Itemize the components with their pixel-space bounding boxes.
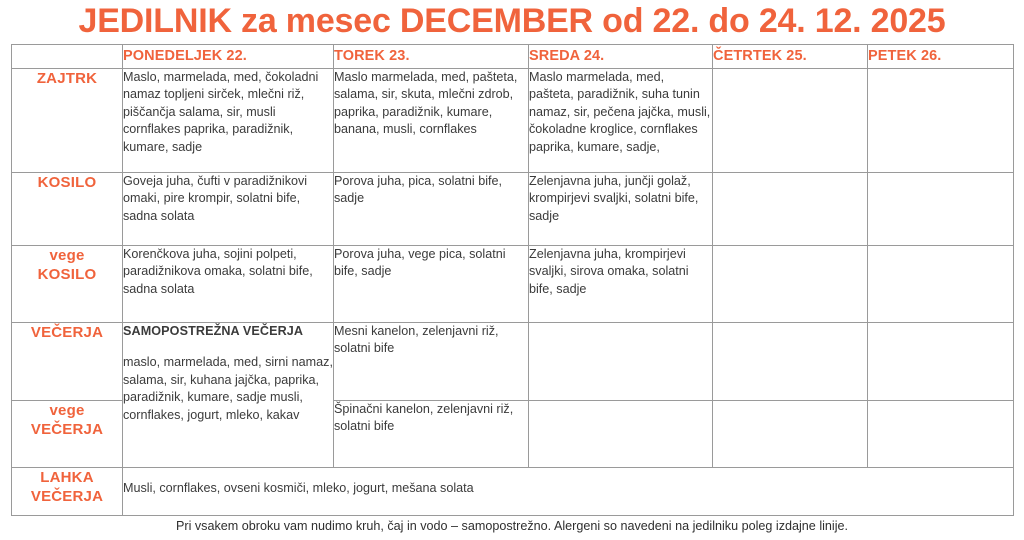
cell-vecerja-cetrtek — [713, 323, 868, 401]
menu-table — [11, 44, 1014, 516]
meal-label-line1: vege — [49, 247, 85, 264]
cell-vege-kosilo-petek — [868, 246, 1014, 323]
samopostrezna-vecerja-heading: SAMOPOSTREŽNA VEČERJA — [123, 324, 304, 338]
cell-vege-kosilo-cetrtek — [713, 246, 868, 323]
day-header-ponedeljek: PONEDELJEK 22. — [123, 45, 334, 69]
meal-label-vege-kosilo — [12, 246, 123, 323]
day-header-cetrtek: ČETRTEK 25. — [713, 45, 868, 69]
cell-kosilo-cetrtek — [713, 173, 868, 246]
cell-vecerja-ponedeljek-merged — [123, 323, 334, 468]
cell-kosilo-petek — [868, 173, 1014, 246]
cell-vege-kosilo-torek: Porova juha, vege pica, solatni bife, sadje — [334, 246, 529, 323]
cell-vege-vecerja-torek: Špinačni kanelon, zelenjavni riž, solatni bife — [334, 401, 529, 468]
table-row-kosilo — [12, 173, 1014, 246]
table-row-vege-kosilo — [12, 246, 1014, 323]
cell-vecerja-petek — [868, 323, 1014, 401]
cell-kosilo-torek: Porova juha, pica, solatni bife, sadje — [334, 173, 529, 246]
day-header-torek: TOREK 23. — [334, 45, 529, 69]
meal-label-line1: vege — [49, 402, 85, 419]
cell-vege-vecerja-petek — [868, 401, 1014, 468]
cell-zajtrk-torek: Maslo marmelada, med, pašteta, salama, sir, skuta, mlečni zdrob, paprika, paradižnik, kumare, banana, musli, cornflakes — [334, 69, 529, 173]
footer-note: Pri vsakem obroku vam nudimo kruh, čaj in vodo – samopostrežno. Alergeni so navedeni na jedilniku poleg izdajne linije. — [175, 519, 849, 533]
meal-label-line2: KOSILO — [37, 266, 97, 283]
cell-vecerja-sreda — [529, 323, 713, 401]
cell-vecerja-torek: Mesni kanelon, zelenjavni riž, solatni bife — [334, 323, 529, 401]
cell-vege-kosilo-sreda: Zelenjavna juha, krompirjevi svaljki, sirova omaka, solatni bife, sadje — [529, 246, 713, 323]
cell-zajtrk-ponedeljek: Maslo, marmelada, med, čokoladni namaz topljeni sirček, mlečni riž, piščančja salama, sir, musli cornflakes paprika, paradižnik, kumare, sadje — [123, 69, 334, 173]
samopostrezna-vecerja-body: maslo, marmelada, med, sirni namaz, salama, sir, kuhana jajčka, paprika, paradižnik, kumare, sadje musli, cornflakes, jogurt, mleko, kakav — [123, 355, 333, 422]
header-corner-cell — [12, 45, 123, 69]
page-title: JEDILNIK za mesec DECEMBER od 22. do 24. 12. 2025 — [78, 2, 946, 40]
meal-label-lahka-vecerja — [12, 468, 123, 516]
meal-label-vecerja: VEČERJA — [12, 323, 123, 401]
table-row-vecerja — [12, 323, 1014, 401]
cell-zajtrk-sreda: Maslo marmelada, med, pašteta, paradižnik, suha tunin namaz, sir, pečena jajčka, musli, čokoladne kroglice, cornflakes paprika, kumare, sadje, — [529, 69, 713, 173]
cell-kosilo-sreda: Zelenjavna juha, junčji golaž, krompirjevi svaljki, solatni bife, sadje — [529, 173, 713, 246]
cell-zajtrk-petek — [868, 69, 1014, 173]
cell-zajtrk-cetrtek — [713, 69, 868, 173]
meal-label-vege-vecerja — [12, 401, 123, 468]
meal-label-line1: LAHKA — [40, 469, 94, 486]
cell-vege-vecerja-sreda — [529, 401, 713, 468]
meal-label-zajtrk: ZAJTRK — [12, 69, 123, 173]
meal-label-kosilo: KOSILO — [12, 173, 123, 246]
table-row-zajtrk — [12, 69, 1014, 173]
day-header-petek: PETEK 26. — [868, 45, 1014, 69]
cell-vege-kosilo-ponedeljek: Korenčkova juha, sojini polpeti, paradižnikova omaka, solatni bife, sadna solata — [123, 246, 334, 323]
cell-vege-vecerja-cetrtek — [713, 401, 868, 468]
table-header-row — [12, 45, 1014, 69]
table-row-lahka-vecerja — [12, 468, 1014, 516]
cell-lahka-vecerja-all-days: Musli, cornflakes, ovseni kosmiči, mleko, jogurt, mešana solata — [123, 468, 1014, 516]
meal-label-line2: VEČERJA — [30, 421, 104, 438]
day-header-sreda: SREDA 24. — [529, 45, 713, 69]
cell-kosilo-ponedeljek: Goveja juha, čufti v paradižnikovi omaki, pire krompir, solatni bife, sadna solata — [123, 173, 334, 246]
meal-label-line2: VEČERJA — [30, 488, 104, 505]
